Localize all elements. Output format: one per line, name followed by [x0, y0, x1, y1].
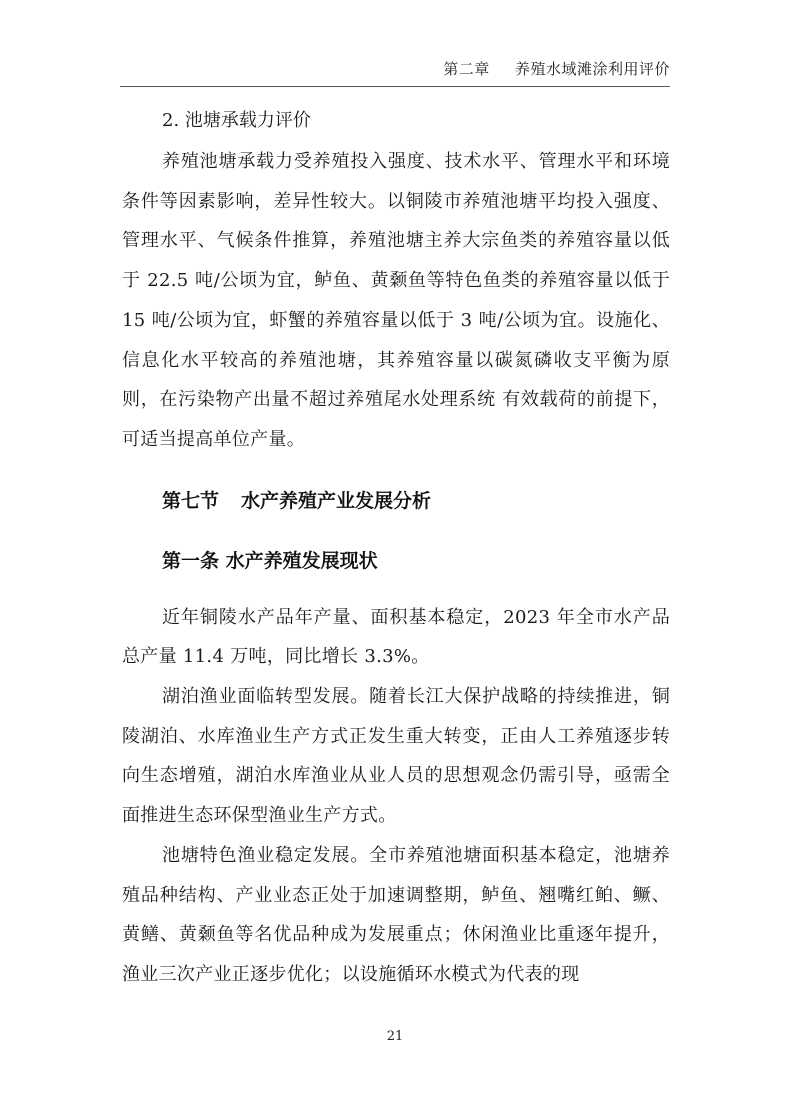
header-divider — [120, 86, 670, 87]
section-title: 水产养殖产业发展分析 — [241, 489, 432, 512]
page-number: 21 — [386, 1029, 404, 1044]
section-heading — [122, 480, 670, 522]
paragraph-production: 近年铜陵水产品年产量、面积基本稳定，2023 年全市水产品总产量 11.4 万吨，同比增长 3.3%。 — [122, 606, 670, 668]
running-header — [443, 58, 670, 79]
header-title: 养殖水域滩涂利用评价 — [514, 60, 670, 78]
article-heading: 第一条 水产养殖发展现状 — [162, 549, 378, 572]
paragraph-pond-fishery: 池塘特色渔业稳定发展。全市养殖池塘面积基本稳定，池塘养殖品种结构、产业业态正处于加速调整期，鲈鱼、翘嘴红鲌、鳜、黄鳝、黄颡鱼等名优品种成为发展重点；休闲渔业比重逐年提升，渔业三次产业正逐步优化；以设施循环水模式为代表的现 — [122, 844, 670, 985]
section-number: 第七节 — [162, 489, 220, 512]
subsection-heading: 2. 池塘承载力评价 — [162, 110, 311, 131]
page-body — [122, 100, 670, 995]
paragraph-lake-fishery: 湖泊渔业面临转型发展。随着长江大保护战略的持续推进，铜陵湖泊、水库渔业生产方式正发生重大转变，正由人工养殖逐步转向生态增殖，湖泊水库渔业从业人员的思想观念仍需引导，亟需全面推进生态环保型渔业生产方式。 — [122, 686, 670, 827]
paragraph-pond-capacity: 养殖池塘承载力受养殖投入强度、技术水平、管理水平和环境条件等因素影响，差异性较大。以铜陵市养殖池塘平均投入强度、管理水平、气候条件推算，养殖池塘主养大宗鱼类的养殖容量以低于 22.5 吨/公顷为宜，鲈鱼、黄颡鱼等特色鱼类的养殖容量以低于 15 吨/公顷为宜，虾蟹的养殖容量以低于 3 吨/公顷为宜。设施化、信息化水平较高的养殖池塘，其养殖容量以碳氮磷收支平衡为原则，在污染物产出量不超过养殖尾水处理系统 有效载荷的前提下，可适当提高单位产量。 — [122, 151, 670, 450]
header-chapter: 第二章 — [443, 60, 490, 78]
